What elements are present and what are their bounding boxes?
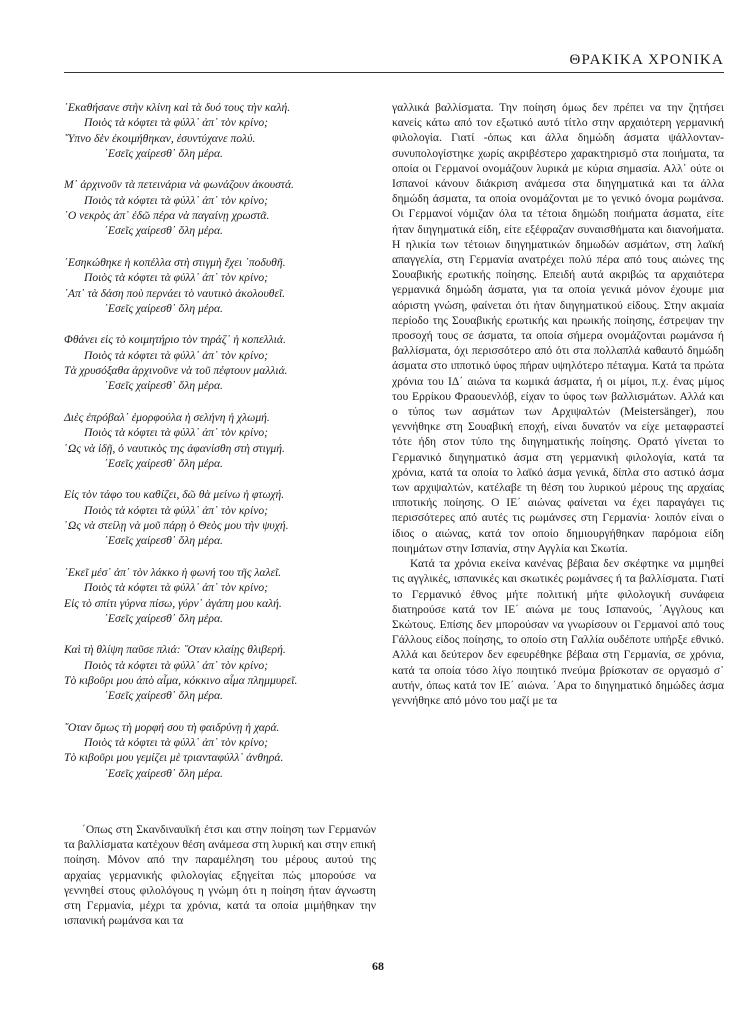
refrain-line: ᾿Εσεῖς χαίρεσθ᾿ ὅλη μέρα. [104, 456, 223, 470]
verse-line: ᾿Εκαθήσανε στὴν κλίνη καὶ τὰ δυό τους τὴν καλή. [64, 101, 291, 114]
verse-line: Εἰς τὸν τάφο του καθίζει, δῶ θὰ μείνω ἡ φτωχή. [64, 488, 285, 502]
stanza [64, 100, 376, 161]
refrain-question-line: Ποιὸς τὰ κόφτει τὰ φύλλ᾿ ἀπ᾿ τὸν κρίνο; [84, 348, 269, 362]
right-paragraph-2: Κατά τα χρόνια εκείνα κανένας βέβαια δεν σκέφτηκε να μιμηθεί τις αγγλικές, ισπανικές και σκωτικές ρωμάνσες ή τα βαλλίσματα. Γιατί το Γερμανικό έθνος μήτε πολιτική μήτε φιλολογική συνάφεια διατηρούσε κατά τον ΙΕ΄ αιώνα με τους Ισπανούς, ΄Αγγλους και Σκώτους. Επίσης δεν μπορούσαν να γνωρίσουν οι Γερμανοί από τους Γάλλους είδος ποίησης, το οποίο στη Γαλλία ουδέποτε υπήρξε εθνικό. Αλλά και δεύτερον δεν εφευρέθηκε βέβαια στη Γερμανία, σε χρόνια, κατά τα οποία τόσο λίγο ποιητικό πνεύμα βρίσκοταν σε οργασμό σ᾿ αυτήν, όπως κατά τον ΙΕ΄ αιώνα. ΄Αρα το διηγηματικό δημώδες άσμα γεννήθηκε από μόνο του μαζί με τα [392, 557, 724, 707]
verse-line: ᾿Εκεῖ μέσ᾿ ἀπ᾿ τὸν λάκκο ἡ φωνή του τῆς λαλεῖ. [64, 565, 282, 579]
refrain-question-line: Ποιὸς τὰ κόφτει τὰ φύλλ᾿ ἀπ᾿ τὸν κρίνο; [84, 736, 269, 750]
right-column [392, 100, 724, 708]
left-paragraph: ΄Οπως στη Σκανδιναυϊκή έτσι και στην ποίηση των Γερμανών τα βαλλίσματα κατέχουν θέση ανάμεσα στη λυρική και στην επική ποίηση. Μόνον από την παραμέληση του μέρους αυτού της αρχαίας γερμανικής φιλολογίας εξηγείται πώς μπορούσε να γεννηθεί στους φιλολόγους η γνώμη ότι η ποίηση ήταν άγνωστη στη Γερμανία, μέχρι τα χρόνια, κατά τα οποία μιμήθηκαν την ισπανική ρωμάνσα και τα [64, 823, 376, 928]
stanza [64, 720, 376, 781]
verse-line: Διὲς ἐπρόβαλ᾿ ἐμορφούλα ἡ σελήνη ἡ χλωμή. [64, 410, 270, 424]
refrain-line: ᾿Εσεῖς χαίρεσθ᾿ ὅλη μέρα. [104, 146, 223, 160]
poem-column [64, 100, 376, 797]
poem [64, 100, 376, 781]
verse-line: Φθάνει εἰς τὸ κοιμητήριο τὸν τηράζ᾿ ἡ κοπελλιά. [64, 333, 286, 347]
left-prose-block [64, 822, 376, 928]
right-paragraph-1: γαλλικά βαλλίσματα. Την ποίηση όμως δεν πρέπει να την ζητήσει κανείς κάτω από τον εξωτικό αυτό τίτλο στην αρχαιότερη γερμανική φιλολογία. Γιατί -όπως και άλλα δημώδη άσματα ψάλλονταν- συνυπολογίστηκε χωρίς ακριβέστερο χαρακτηρισμό στα ποιήματα, τα οποία οι Γερμανοί ονομάζουν λυρικά με κύρια σημασία. Αλλ᾿ ούτε οι Ισπανοί κάνουν διάκριση ανάμεσα στα διηγηματικά και τα άλλα δημώδη άσματα, τα οποία ονομάζονται με το γενικό όνομα ρωμάνσα. Οι Γερμανοί νόμιζαν όλα τα τέτοια δημώδη ποιήματα άσματα, είτε ήταν διηγηματικά είδη, είτε εξέφραζαν συναισθήματα και διανοήματα. Η ηλικία των τέτοιων διηγηματικών δημωδών ασμάτων, στη λαϊκή απαγγελία, στη Γερμανία ανατρέχει πολύ πέρα από τους αιώνες της Σουαβικής ερωτικής ποίησης. Επειδή αυτά ακριβώς τα αρχαιότερα γερμανικά δημώδη άσματα, για τα οποία γενικά μόνον έχουμε μια αόριστη γνώση, φαίνεται ότι ήταν διηγηματικού είδους. Στην ακμαία περίοδο της Σουαβικής ερωτικής και ηρωικής ποίησης, έστρεψαν την προσοχή τους σε άσματα, τα οποία σήμερα ονομάζονται ρωμάνσα ή βαλλίσματα, όχι περισσότερο από ότι στα πολλαπλά καθαυτό δημώδη άσματα στο ιπποτικό ύφος πήραν υψηλότερο πέταγμα. Κατά τα πρώτα χρόνια του ΙΔ΄ αιώνα τα κωμικά άσματα, ή οι μίμοι, π.χ. ένας μίμος του Ερρίκου Φραουενλόβ, είχαν το ύφος των βαλλισμάτων. Αλλά και ο τύπος των ασμάτων των Αρχιψαλτών (Meistersänger), που γεννήθηκε στη Σουαβική εποχή, είναι δυνατόν να είχε μεταφραστεί τότε ήδη στον τύπο της διηγηματικής ποίησης. Ορατό γίνεται το Γερμανικό διηγηματικό άσμα στη γερμανική φιλολογία, κατά τα χρόνια, κατά τα οποία το λαϊκό άσμα γενικά, δίπλα στο αστικό άσμα των αρχιψαλτών, κατέλαβε τη θέση του λυρικού μέρους της αρχαίας ιπποτικής ποίησης. Ο ΙΕ΄ αιώνας φαίνεται να έχει παραγάγει τις περισσότερες από αυτές τις ρωμάνσες στη Γερμανία· λοιπόν είναι ο ίδιος ο αιώνας, κατά τον οποίο δημιουργήθηκαν παρόμοια είδη ποιημάτων στην Ισπανία, στην Αγγλία και Σκωτία. [392, 101, 724, 555]
refrain-question-line: Ποιὸς τὰ κόφτει τὰ φύλλ᾿ ἀπ᾿ τὸν κρίνο; [84, 271, 269, 285]
running-header [64, 52, 724, 73]
stanza [64, 487, 376, 548]
verse-line: Εἰς τὸ σπίτι γύρνα πίσω, γύρν᾿ ἀγάπη μου καλή. [64, 596, 282, 610]
verse-line: ᾿Απ᾿ τὰ δάση ποὺ περνάει τὸ ναυτικὸ ἀκολουθεῖ. [64, 286, 286, 300]
journal-title: ΘΡΑΚΙΚΑ ΧΡΟΝΙΚΑ [569, 52, 724, 68]
refrain-line: ᾿Εσεῖς χαίρεσθ᾿ ὅλη μέρα. [104, 611, 223, 625]
page-number: 68 [372, 959, 384, 973]
refrain-line: ᾿Εσεῖς χαίρεσθ᾿ ὅλη μέρα. [104, 379, 223, 393]
refrain-line: ᾿Εσεῖς χαίρεσθ᾿ ὅλη μέρα. [104, 224, 223, 238]
refrain-line: ᾿Εσεῖς χαίρεσθ᾿ ὅλη μέρα. [104, 534, 223, 548]
refrain-line: ᾿Εσεῖς χαίρεσθ᾿ ὅλη μέρα. [104, 689, 223, 703]
refrain-question-line: Ποιὸς τὰ κόφτει τὰ φύλλ᾿ ἀπ᾿ τὸν κρίνο; [84, 581, 269, 595]
stanza [64, 642, 376, 703]
refrain-line: ᾿Εσεῖς χαίρεσθ᾿ ὅλη μέρα. [104, 301, 223, 315]
refrain-question-line: Ποιὸς τὰ κόφτει τὰ φύλλ᾿ ἀπ᾿ τὸν κρίνο; [84, 116, 269, 130]
verse-line: ᾿Ο νεκρὸς ἀπ᾿ ἐδῶ πέρα νὰ παγαίνῃ χρωστᾶ. [64, 209, 270, 223]
refrain-question-line: Ποιὸς τὰ κόφτει τὰ φύλλ᾿ ἀπ᾿ τὸν κρίνο; [84, 193, 269, 207]
stanza [64, 332, 376, 393]
verse-line: Μ᾿ ἀρχινοῦν τὰ πετεινάρια νὰ φωνάζουν ἀκουστά. [64, 178, 294, 192]
verse-line: ᾿Εσηκώθηκε ἡ κοπέλλα στὴ στιγμὴ ἔχει ᾿ποδυθῆ. [64, 255, 286, 269]
verse-line: Καὶ τὴ θλίψη παῦσε πλιά: ῞Οταν κλαίῃς θλιβερή. [64, 643, 286, 657]
refrain-question-line: Ποιὸς τὰ κόφτει τὰ φύλλ᾿ ἀπ᾿ τὸν κρίνο; [84, 503, 269, 517]
verse-line: Τὸ κιβοῦρι μου ἀπὸ αἷμα, κόκκινο αἷμα πλημμυρεῖ. [64, 673, 298, 687]
stanza [64, 255, 376, 316]
verse-line: ῞Οταν ὅμως τὴ μορφή σου τὴ φαιδρύνῃ ἡ χαρά. [64, 720, 280, 734]
verse-line: ῾Ως νὰ ἰδῇ, ὁ ναυτικὸς της ἀφανίσθη στὴ στιγμή. [64, 441, 285, 455]
refrain-question-line: Ποιὸς τὰ κόφτει τὰ φύλλ᾿ ἀπ᾿ τὸν κρίνο; [84, 658, 269, 672]
verse-line: ῾Ως νὰ στείλῃ νὰ μοῦ πάρῃ ὁ Θεὸς μου τὴν ψυχή. [64, 519, 289, 533]
verse-line: ῞Υπνο δὲν ἐκοιμήθηκαν, ἐσυντύχανε πολύ. [64, 131, 256, 145]
verse-line: Τὰ χρυσόξαθα ἀρχινοῦνε νὰ τοῦ πέφτουν μαλλιά. [64, 364, 288, 378]
stanza [64, 565, 376, 626]
refrain-line: ᾿Εσεῖς χαίρεσθ᾿ ὅλη μέρα. [104, 766, 223, 780]
stanza [64, 410, 376, 471]
stanza [64, 177, 376, 238]
refrain-question-line: Ποιὸς τὰ κόφτει τὰ φύλλ᾿ ἀπ᾿ τὸν κρίνο; [84, 426, 269, 440]
verse-line: Τὸ κιβοῦρι μου γεμίζει μὲ τριανταφύλλ᾿ ἀνθηρά. [64, 751, 284, 765]
